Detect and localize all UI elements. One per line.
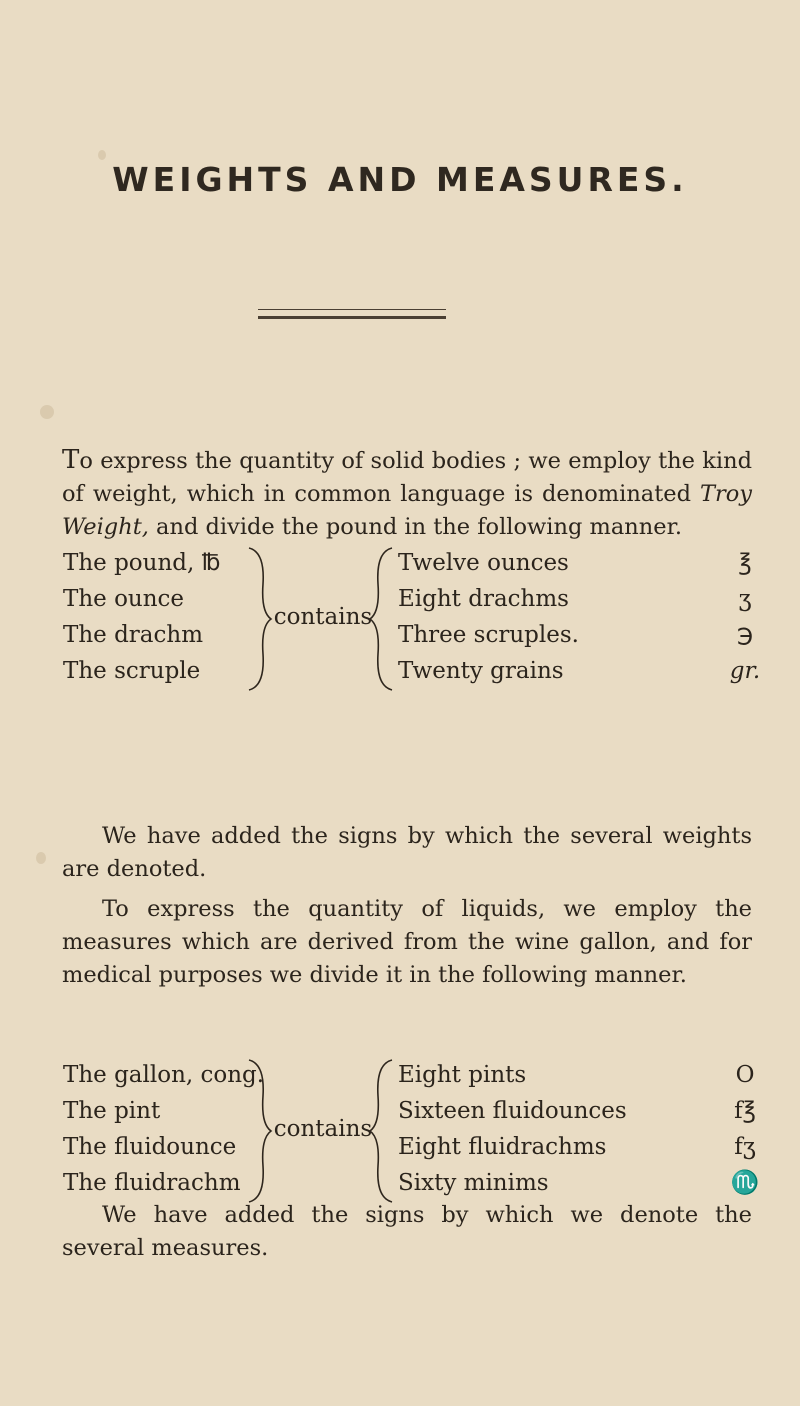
weights-equals: Twelve ounces bbox=[398, 550, 569, 576]
measures-unit: The gallon, cong. bbox=[63, 1062, 265, 1088]
liquids-intro: To express the quantity of liquids, we employ the measures which are derived from the wine gallon, and for medical purposes we divide it in the following manner. bbox=[62, 896, 752, 988]
right-brace bbox=[368, 544, 398, 694]
intro-paragraph bbox=[62, 444, 752, 544]
title-rule-thick bbox=[258, 316, 446, 319]
weights-sign: ℥ bbox=[738, 550, 752, 576]
weights-note: We have added the signs by which the several weights are denoted. bbox=[62, 823, 752, 882]
intro-italic: Troy Weight, bbox=[62, 481, 752, 540]
measures-unit: The fluidrachm bbox=[63, 1170, 241, 1196]
paper-stain bbox=[36, 852, 46, 864]
contains-label: contains bbox=[273, 604, 373, 630]
measures-sign: fʒ bbox=[734, 1134, 756, 1160]
measures-sign: O bbox=[735, 1062, 755, 1088]
intro-text: o express the quantity of solid bodies ; we employ the kind of weight, which in common language is denominated bbox=[62, 448, 752, 507]
weights-sign: gr. bbox=[729, 658, 761, 684]
weights-unit: The ounce bbox=[63, 586, 185, 612]
measures-unit: The fluidounce bbox=[63, 1134, 237, 1160]
paper-stain bbox=[98, 150, 106, 160]
weights-unit: The drachm bbox=[63, 622, 204, 648]
intro-text-end: and divide the pound in the following manner. bbox=[148, 514, 683, 540]
measures-equals: Eight fluidrachms bbox=[398, 1134, 607, 1160]
weights-equals: Twenty grains bbox=[398, 658, 564, 684]
right-brace bbox=[368, 1056, 398, 1206]
contains-label: contains bbox=[273, 1116, 373, 1142]
measures-note: We have added the signs by which we denote the several measures. bbox=[62, 1202, 752, 1261]
page-title: WEIGHTS AND MEASURES. bbox=[112, 160, 688, 199]
measures-sign: ♏ bbox=[730, 1170, 760, 1196]
weights-sign: ℈ bbox=[736, 622, 754, 648]
weights-equals: Eight drachms bbox=[398, 586, 569, 612]
measures-sign: f℥ bbox=[734, 1098, 756, 1124]
measures-equals: Sixteen fluidounces bbox=[398, 1098, 627, 1124]
measures-equals: Sixty minims bbox=[398, 1170, 549, 1196]
weights-sign: ʒ bbox=[738, 586, 752, 612]
measures-equals: Eight pints bbox=[398, 1062, 527, 1088]
weights-unit: The scruple bbox=[63, 658, 201, 684]
intro-lead-letter: T bbox=[62, 445, 80, 475]
weights-unit: The pound, ℔ bbox=[63, 550, 221, 576]
title-rule-thin bbox=[258, 309, 446, 310]
weights-equals: Three scruples. bbox=[398, 622, 579, 648]
measures-unit: The pint bbox=[63, 1098, 161, 1124]
paper-stain bbox=[40, 405, 54, 419]
